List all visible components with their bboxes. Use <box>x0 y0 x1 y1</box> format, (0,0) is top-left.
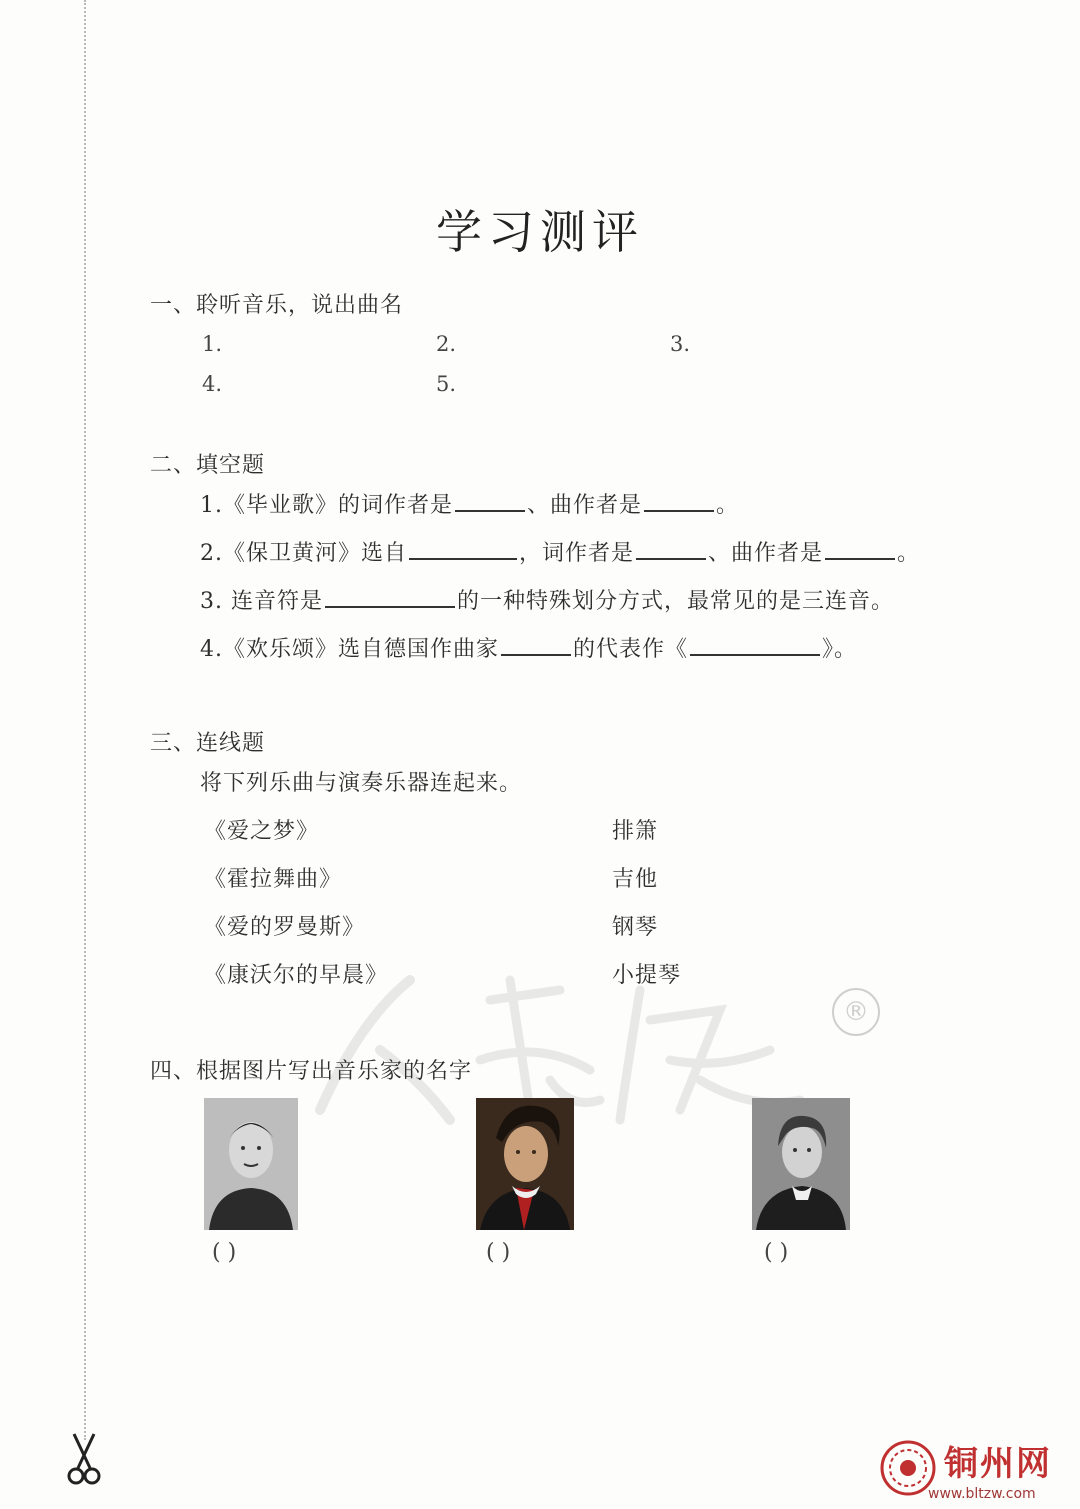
site-logo <box>878 1438 1078 1508</box>
piece-item[interactable]: 《霍拉舞曲》 <box>204 867 343 892</box>
fill-question-3 <box>200 584 894 615</box>
q2-text-b: ，词作者是 <box>519 541 635 566</box>
musician-portrait-1 <box>204 1098 298 1230</box>
fill-question-2 <box>200 536 920 567</box>
answer-blank[interactable] <box>644 490 714 512</box>
q1-text-a: 1.《毕业歌》的词作者是 <box>200 493 453 518</box>
matching-instruction: 将下列乐曲与演奏乐器连起来。 <box>200 771 523 796</box>
instrument-item[interactable]: 小提琴 <box>612 963 682 988</box>
q1-text-b: 、曲作者是 <box>527 493 643 518</box>
answer-parenthesis-2[interactable]: ( ) <box>486 1240 511 1265</box>
q4-text-a: 4.《欢乐颂》选自德国作曲家 <box>200 637 499 662</box>
piece-item[interactable]: 《爱的罗曼斯》 <box>204 915 366 940</box>
page-title: 学习测评 <box>436 205 644 259</box>
registered-mark: ® <box>832 988 880 1036</box>
section1-heading: 一、聆听音乐，说出曲名 <box>150 293 404 318</box>
answer-blank[interactable] <box>690 634 820 656</box>
section2-heading: 二、填空题 <box>150 453 266 478</box>
logo-name: 铜州网 <box>944 1444 1052 1484</box>
fill-question-4 <box>200 632 857 663</box>
q2-text-c: 、曲作者是 <box>708 541 824 566</box>
answer-parenthesis-1[interactable]: ( ) <box>212 1240 237 1265</box>
instrument-item[interactable]: 排箫 <box>612 819 659 844</box>
section4-heading: 四、根据图片写出音乐家的名字 <box>150 1059 473 1084</box>
section3-heading: 三、连线题 <box>150 731 266 756</box>
piece-item[interactable]: 《康沃尔的早晨》 <box>204 963 389 988</box>
logo-url: www.bltzw.com <box>928 1486 1036 1502</box>
musician-portrait-3 <box>752 1098 850 1230</box>
fill-question-1 <box>200 488 739 519</box>
answer-parenthesis-3[interactable]: ( ) <box>764 1240 789 1265</box>
q4-text-c: 》。 <box>822 637 858 662</box>
q1-text-c: 。 <box>716 493 740 518</box>
listen-item-1: 1. <box>202 332 223 356</box>
musician-portrait-2 <box>476 1098 574 1230</box>
listen-item-2: 2. <box>436 332 457 356</box>
answer-blank[interactable] <box>825 538 895 560</box>
q2-text-d: 。 <box>897 541 921 566</box>
q3-text-a: 3. 连音符是 <box>200 589 323 614</box>
answer-blank[interactable] <box>455 490 525 512</box>
listen-item-5: 5. <box>436 372 457 396</box>
listen-item-3: 3. <box>670 332 691 356</box>
q3-text-b: 的一种特殊划分方式，最常见的是三连音。 <box>456 589 894 614</box>
q4-text-b: 的代表作《 <box>573 637 689 662</box>
instrument-item[interactable]: 钢琴 <box>612 915 659 940</box>
answer-blank[interactable] <box>501 634 571 656</box>
piece-item[interactable]: 《爱之梦》 <box>204 819 320 844</box>
scissors-icon <box>66 1432 102 1488</box>
q2-text-a: 2.《保卫黄河》选自 <box>200 541 407 566</box>
answer-blank[interactable] <box>325 586 455 608</box>
listen-item-4: 4. <box>202 372 223 396</box>
answer-blank[interactable] <box>636 538 706 560</box>
instrument-item[interactable]: 吉他 <box>612 867 659 892</box>
answer-blank[interactable] <box>409 538 517 560</box>
